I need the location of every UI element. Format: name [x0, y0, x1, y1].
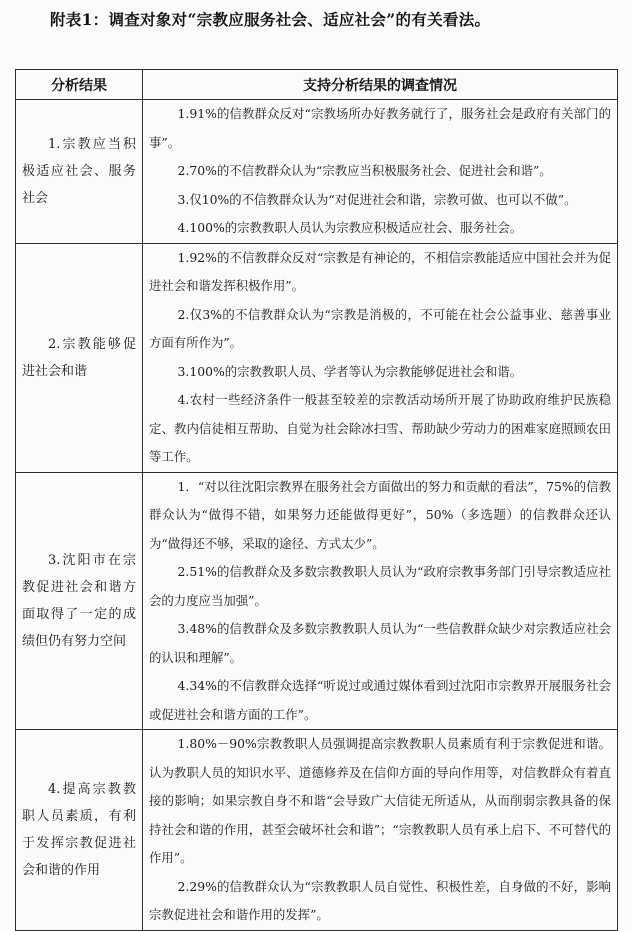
analysis-result-cell: 4.提高宗教教职人员素质，有利于发挥宗教促进社会和谐的作用: [16, 730, 143, 931]
table-row: [16, 730, 618, 931]
survey-table: [15, 69, 618, 931]
finding-item: 1.80%－90%宗教教职人员强调提高宗教教职人员素质有利于宗教促进和谐。认为教职人员的知识水平、道德修养及在信仰方面的导向作用等，对信教群众有着直接的影响；如果宗教自身不和谐“会导致广大信徒无所适从，从而削弱宗教具备的保持社会和谐的作用，甚至会破坏社会和谐”；“宗教教职人员有承上启下、不可替代的作用”。: [149, 736, 611, 865]
table-header-row: [16, 70, 618, 100]
finding-item: 3.100%的宗教教职人员、学者等认为宗教能够促进社会和谐。: [177, 363, 523, 379]
finding-item: 4.农村一些经济条件一般甚至较差的宗教活动场所开展了协助政府维护民族稳定、教内信徒相互帮助、自觉为社会除冰扫雪、帮助缺少劳动力的困难家庭照顾农田等工作。: [149, 392, 611, 464]
header-analysis-result: 分析结果: [16, 70, 143, 100]
survey-findings-cell: [143, 243, 618, 472]
table-row: [16, 243, 618, 472]
table-row: [16, 100, 618, 244]
finding-item: 2.仅3%的不信教群众认为“宗教是消极的，不可能在社会公益事业、慈善事业方面有所作为”。: [149, 306, 611, 350]
header-supporting-survey: 支持分析结果的调查情况: [143, 70, 618, 100]
finding-item: 4.100%的宗教教职人员认为宗教应积极适应社会、服务社会。: [177, 220, 523, 235]
survey-findings-cell: [143, 730, 618, 931]
finding-item: 1.91%的信教群众反对“宗教场所办好教务就行了，服务社会是政府有关部门的事”。: [149, 106, 611, 150]
finding-item: 2.70%的不信教群众认为“宗教应当积极服务社会、促进社会和谐”。: [177, 163, 552, 178]
analysis-result-cell: 2.宗教能够促进社会和谐: [16, 243, 143, 472]
analysis-result-cell: 3.沈阳市在宗教促进社会和谐方面取得了一定的成绩但仍有努力空间: [16, 472, 143, 730]
table-caption: 附表1：调查对象对“宗教应服务社会、适应社会”的有关看法。: [50, 10, 491, 29]
table-row: [16, 472, 618, 730]
finding-item: 4.34%的不信教群众选择“听说过或通过媒体看到过沈阳市宗教界开展服务社会或促进社会和谐方面的工作”。: [149, 678, 611, 722]
finding-item: 1．“对以往沈阳宗教界在服务社会方面做出的努力和贡献的看法”，75%的信教群众认为“做得不错，如果努力还能做得更好”，50%（多选题）的信教群众还认为“做得还不够，采取的途径、方式太少”。: [149, 478, 611, 551]
analysis-result-cell: 1.宗教应当积极适应社会、服务社会: [16, 100, 143, 244]
finding-item: 1.92%的不信教群众反对“宗教是有神论的，不相信宗教能适应中国社会并为促进社会和谐发挥积极作用”。: [149, 249, 611, 293]
survey-findings-cell: [143, 472, 618, 730]
finding-item: 2.51%的信教群众及多数宗教教职人员认为“政府宗教事务部门引导宗教适应社会的力度应当加强”。: [149, 564, 611, 608]
survey-findings-cell: [143, 100, 618, 244]
finding-item: 3.仅10%的不信教群众认为“对促进社会和谐，宗教可做、也可以不做”。: [177, 191, 577, 207]
finding-item: 3.48%的信教群众及多数宗教教职人员认为“一些信教群众缺少对宗教适应社会的认识和理解”。: [149, 621, 611, 665]
finding-item: 2.29%的信教群众认为“宗教教职人员自觉性、积极性差，自身做的不好，影响宗教促进社会和谐作用的发挥”。: [149, 878, 611, 922]
